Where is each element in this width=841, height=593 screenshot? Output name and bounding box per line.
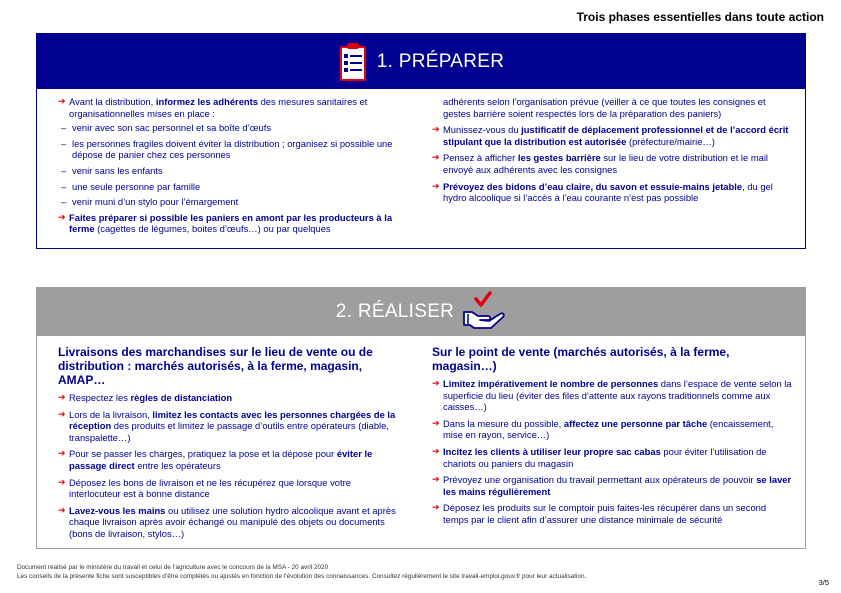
- realiser-column-left: [58, 345, 403, 545]
- arrow-right-icon: ➔: [432, 445, 440, 456]
- arrow-right-icon: ➔: [58, 211, 66, 222]
- page-title: Trois phases essentielles dans toute action: [576, 10, 824, 24]
- arrow-right-icon: ➔: [432, 502, 440, 513]
- section-preparer-title: 1. PRÉPARER: [376, 50, 505, 72]
- realiser-column-right: [432, 345, 792, 531]
- footer: [17, 564, 586, 581]
- list-item: ➔ Lavez-vous les mains ou utilisez une solution hydro alcoolique avant et après chaque livraison après avoir échangé ou manipulé des objets ou documents (bons de livraison, stylos…): [58, 504, 396, 539]
- preparer-column-right: [432, 96, 792, 209]
- list-item: ➔ Respectez les règles de distanciation: [58, 392, 233, 403]
- list-item: ➔ Déposez les produits sur le comptoir puis faites-les récupérer dans un second temps par le client afin d’assurer une distance minimale de sécurité: [432, 502, 767, 525]
- section-realiser-title: 2. RÉALISER: [335, 301, 455, 322]
- clipboard-checklist-icon: [338, 42, 368, 82]
- arrow-right-icon: ➔: [432, 152, 440, 163]
- section-realiser-header: [37, 288, 805, 336]
- list-item: ➔ Avant la distribution, informez les adhérents des mesures sanitaires et organisationnelles mises en place :: [58, 96, 368, 119]
- list-item: ➔ Dans la mesure du possible, affectez une personne par tâche (encaissement, mise en rayon, service…): [432, 417, 774, 441]
- list-subitem: – venir avec son sac personnel et sa boîte d’œufs: [61, 122, 272, 134]
- point-of-sale-heading: Sur le point de vente (marchés autorisés, à la ferme, magasin…): [432, 345, 730, 373]
- list-subitem: – les personnes fragiles doivent éviter la distribution ; organisez si possible une dépose de panier chez ces personnes: [61, 137, 393, 161]
- list-item: ➔ Pensez à afficher les gestes barrière sur le lieu de votre distribution et le mail envoyé aux adhérents avec les consignes: [432, 152, 769, 175]
- arrow-right-icon: ➔: [58, 476, 66, 487]
- list-item: ➔ Prévoyez des bidons d’eau claire, du savon et essuie-mains jetable, du gel hydro alcoolique si l’accès à l’eau courante n’est pas possible: [432, 180, 773, 204]
- list-item: ➔ Pour se passer les charges, pratiquez la pose et la dépose pour éviter le passage direct entre les opérateurs: [58, 448, 373, 471]
- page-number: 3/5: [818, 578, 829, 587]
- section-preparer: [36, 33, 806, 249]
- hand-with-checkmark-icon: [462, 290, 506, 334]
- preparer-column-left: [58, 96, 418, 240]
- list-subitem: – venir muni d’un stylo pour l’émargement: [61, 196, 239, 208]
- list-item: ➔ Déposez les bons de livraison et ne les récupérez que lorsque votre interlocuteur est à bonne distance: [58, 476, 351, 500]
- list-item: ➔ Munissez-vous du justificatif de déplacement professionnel et de l’accord écrit stipulant que la distribution est autorisée (préfecture/mairie…): [432, 124, 789, 147]
- arrow-right-icon: ➔: [58, 96, 66, 106]
- arrow-right-icon: ➔: [58, 408, 66, 419]
- footer-line: Les conseils de la présente fiche sont susceptibles d’être complétés ou ajustés en fonction de l’évolution des connaissances. Consultez régulièrement le site travail-emploi.gouv.fr pour leur actualisation.: [17, 572, 587, 580]
- arrow-right-icon: ➔: [432, 124, 440, 135]
- list-item: ➔ Incitez les clients à utiliser leur propre sac cabas pour éviter l’utilisation de chariots ou paniers du magasin: [432, 445, 767, 469]
- arrow-right-icon: ➔: [58, 392, 66, 402]
- arrow-right-icon: ➔: [432, 378, 440, 388]
- delivery-heading: Livraisons des marchandises sur le lieu de vente ou de distribution : marchés autorisés, à la ferme, magasin, AMAP…: [58, 345, 373, 387]
- arrow-right-icon: ➔: [432, 474, 440, 485]
- section-realiser: [36, 287, 806, 549]
- list-item-continued: adhérents selon l’organisation prévue (veiller à ce que toutes les consignes et gestes barrière soient respectés lors de la préparation des paniers): [443, 96, 766, 119]
- list-subitem: – une seule personne par famille: [61, 180, 201, 192]
- footer-line: Document réalisé par le ministère du travail et celui de l’agriculture avec le concours de la MSA - 20 avril 2020: [17, 564, 329, 571]
- list-item: ➔ Faites préparer si possible les paniers en amont par les producteurs à la ferme (cagettes de légumes, boites d’œufs…) ou par quelques: [58, 211, 393, 235]
- arrow-right-icon: ➔: [432, 180, 440, 191]
- arrow-right-icon: ➔: [58, 504, 66, 515]
- list-item: ➔ Limitez impérativement le nombre de personnes dans l’espace de vente selon la superficie du lieu (éviter des files d’attente aux rayons traditionnels comme aux caisses…): [432, 378, 792, 413]
- arrow-right-icon: ➔: [432, 417, 440, 428]
- list-subitem: – venir sans les enfants: [61, 164, 163, 176]
- list-item: ➔ Prévoyez une organisation du travail permettant aux opérateurs de pouvoir se laver les mains régulièrement: [432, 474, 792, 497]
- section-preparer-header: [37, 34, 805, 89]
- arrow-right-icon: ➔: [58, 448, 66, 459]
- list-item: ➔ Lors de la livraison, limitez les contacts avec les personnes chargées de la réception des produits et limitez le passage d’outils entre opérateurs (diable, transpalette…): [58, 408, 396, 443]
